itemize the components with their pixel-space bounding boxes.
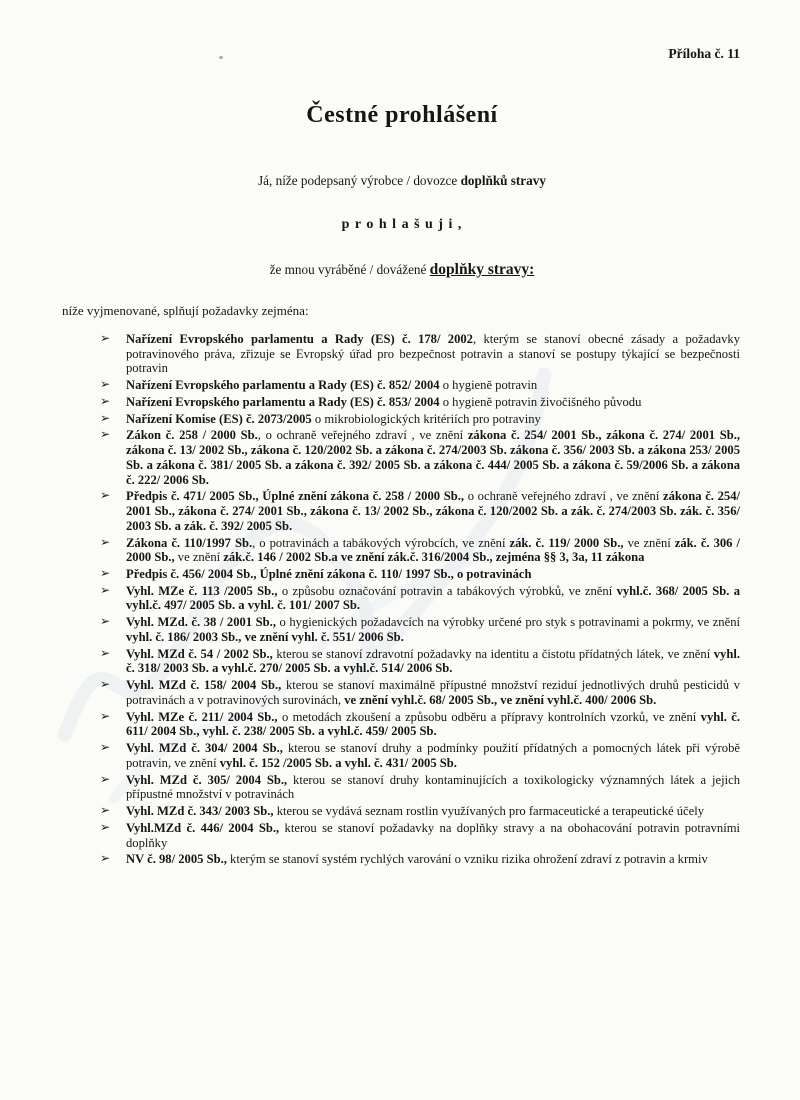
arrow-bullet-icon: ➢ — [100, 427, 111, 442]
attachment-label: Příloha č. 11 — [668, 46, 740, 61]
regulation-item-text: Vyhl.MZd č. 446/ 2004 Sb., kterou se stanoví požadavky na doplňky stravy a na obohacování potravin potravními doplňky — [126, 820, 740, 850]
regulation-item-text: Vyhl. MZd č. 304/ 2004 Sb., kterou se stanoví druhy a podmínky použití přídatných a pomocných látek při výrobě potravin, ve znění vyhl. č. 152 /2005 Sb. a vyhl. č. 431/ 2005 Sb. — [126, 741, 740, 770]
arrow-bullet-icon: ➢ — [100, 410, 111, 425]
regulation-item-text: Nařízení Evropského parlamentu a Rady (ES) č. 853/ 2004 o hygieně potravin živočišného původu — [126, 394, 642, 409]
regulation-item-text: Nařízení Evropského parlamentu a Rady (ES) č. 852/ 2004 o hygieně potravin — [126, 378, 538, 393]
regulation-item — [100, 647, 740, 676]
regulation-item-text: Vyhl. MZd č. 343/ 2003 Sb., kterou se vydává seznam rostlin využívaných pro farmaceutické a terapeutické účely — [126, 804, 704, 819]
regulation-item — [100, 615, 740, 644]
regulation-item — [100, 378, 740, 393]
arrow-bullet-icon: ➢ — [100, 677, 111, 692]
arrow-bullet-icon: ➢ — [100, 393, 111, 408]
regulation-item-text: Vyhl. MZd. č. 38 / 2001 Sb., o hygienických požadavcích na výrobky určené pro styk s potravinami a pokrmy, ve znění vyhl. č. 186/ 2003 Sb., ve znění vyhl. č. 551/ 2006 Sb. — [126, 615, 740, 644]
scan-speck — [219, 56, 223, 59]
arrow-bullet-icon: ➢ — [100, 614, 111, 629]
arrow-bullet-icon: ➢ — [100, 331, 111, 345]
regulation-item — [100, 804, 740, 819]
regulation-item — [100, 428, 740, 487]
regulation-item-text: Nařízení Evropského parlamentu a Rady (ES) č. 178/ 2002, kterým se stanoví obecné zásady a požadavky potravinového práva, zřizuje se Evropský úřad pro bezpečnost potravin a stanoví se postupy týkající se bezpečnosti potravin — [126, 332, 741, 376]
regulation-item — [100, 852, 740, 867]
regulation-item — [100, 395, 740, 410]
regulation-item — [100, 678, 740, 707]
subject-prefix: že mnou vyráběné / dovážené — [269, 262, 430, 277]
regulation-item-text: Vyhl. MZd č. 54 / 2002 Sb., kterou se stanoví zdravotní požadavky na identitu a čistotu přídatných látek, ve znění vyhl. č. 318/ 2003 Sb. a vyhl.č. 270/ 2005 Sb. a vyhl.č. 514/ 2006 Sb. — [126, 646, 740, 676]
arrow-bullet-icon: ➢ — [100, 771, 111, 786]
declaration-word: p r o h l a š u j i , — [341, 217, 463, 232]
requirements-intro: níže vyjmenované, splňují požadavky zejména: — [62, 303, 309, 318]
arrow-bullet-icon: ➢ — [100, 488, 111, 503]
intro-line — [62, 173, 742, 189]
regulation-item — [100, 332, 740, 376]
regulation-item-text: Vyhl. MZe č. 113 /2005 Sb., o způsobu označování potravin a tabákových výrobků, ve znění vyhl.č. 368/ 2005 Sb. a vyhl.č. 497/ 2005 Sb. a vyhl. č. 101/ 2007 Sb. — [126, 583, 741, 613]
arrow-bullet-icon: ➢ — [100, 708, 111, 723]
regulation-item-text: Předpis č. 456/ 2004 Sb., Úplné znění zákona č. 110/ 1997 Sb., o potravinách — [126, 567, 532, 582]
arrow-bullet-icon: ➢ — [100, 582, 111, 597]
intro-bold-term: doplňků stravy — [460, 173, 546, 188]
arrow-bullet-icon: ➢ — [100, 645, 111, 660]
arrow-bullet-icon: ➢ — [100, 819, 111, 834]
arrow-bullet-icon: ➢ — [100, 377, 111, 392]
regulation-item — [100, 821, 740, 850]
regulation-item-text: Vyhl. MZd č. 305/ 2004 Sb., kterou se stanoví druhy kontaminujících a toxikologicky významných látek a jejich přípustné množství v potravinách — [126, 772, 740, 802]
regulation-item — [100, 536, 740, 565]
regulation-list — [62, 332, 742, 867]
regulation-item — [100, 412, 740, 427]
regulation-item — [100, 741, 740, 770]
regulation-item — [100, 710, 740, 739]
subject-line — [62, 261, 742, 279]
intro-prefix: Já, níže podepsaný výrobce / dovozce — [258, 173, 461, 188]
arrow-bullet-icon: ➢ — [100, 534, 111, 549]
regulation-item — [100, 584, 740, 613]
arrow-bullet-icon: ➢ — [100, 740, 111, 755]
regulation-item-text: NV č. 98/ 2005 Sb., kterým se stanoví systém rychlých varování o vzniku rizika ohrožení zdraví z potravin a krmiv — [126, 852, 708, 867]
regulation-item — [100, 773, 740, 802]
regulation-item-text: Vyhl. MZe č. 211/ 2004 Sb., o metodách zkoušení a způsobu odběru a přípravy kontrolních vzorků, ve znění vyhl. č. 611/ 2004 Sb., vyhl. č. 238/ 2005 Sb. a vyhl.č. 459/ 2005 Sb. — [126, 709, 741, 739]
regulation-item-text: Nařízení Komise (ES) č. 2073/2005 o mikrobiologických kritériích pro potraviny — [126, 411, 541, 426]
arrow-bullet-icon: ➢ — [100, 851, 111, 866]
regulation-item-text: Předpis č. 471/ 2005 Sb., Úplné znění zákona č. 258 / 2000 Sb., o ochraně veřejného zdraví , ve znění zákona č. 254/ 2001 Sb., zákona č. 274/ 2001 Sb., zákona č. 13/ 2002 Sb., zákona č. 120/2002 Sb. a zák. č. 274/2003 Sb. zák. č. 356/ 2003 Sb. a zák. č. 392/ 2005 Sb. — [126, 489, 741, 533]
arrow-bullet-icon: ➢ — [100, 803, 111, 818]
regulation-item-text: Zákon č. 258 / 2000 Sb., o ochraně veřejného zdraví , ve znění zákona č. 254/ 2001 Sb., zákona č. 274/ 2001 Sb., zákona č. 13/ 2002 Sb., zákona č. 120/2002 Sb. a zákona č. 274/2003 Sb. zákona č. 356/ 2003 Sb. a zákona 253/ 2005 Sb. a zákona č. 381/ 2005 Sb. a zákona č. 392/ 2005 Sb. a zákona č. 444/ 2005 Sb. a zákona č. 59/2006 Sb. a zákona č. 222/ 2006 Sb. — [126, 428, 741, 487]
regulation-item — [100, 567, 740, 582]
regulation-item-text: Zákona č. 110/1997 Sb., o potravinách a tabákových výrobcích, ve znění zák. č. 119/ 2000 Sb., ve znění zák. č. 306 / 2000 Sb., ve znění zák.č. 146 / 2002 Sb.a ve znění zák.č. 316/2004 Sb., zejména §§ 3, 3a, 11 zákona — [126, 535, 740, 565]
regulation-item — [100, 489, 740, 533]
arrow-bullet-icon: ➢ — [100, 566, 111, 581]
page-title: Čestné prohlášení — [306, 102, 498, 128]
subject-bold-underline-term: doplňky stravy: — [429, 261, 535, 278]
regulation-item-text: Vyhl. MZd č. 158/ 2004 Sb., kterou se stanoví maximálně přípustné množství reziduí jednotlivých druhů pesticidů v potravinách a v potravinových surovinách, ve znění vyhl.č. 68/ 2005 Sb., ve znění vyhl.č. 400/ 2006 Sb. — [126, 678, 740, 707]
